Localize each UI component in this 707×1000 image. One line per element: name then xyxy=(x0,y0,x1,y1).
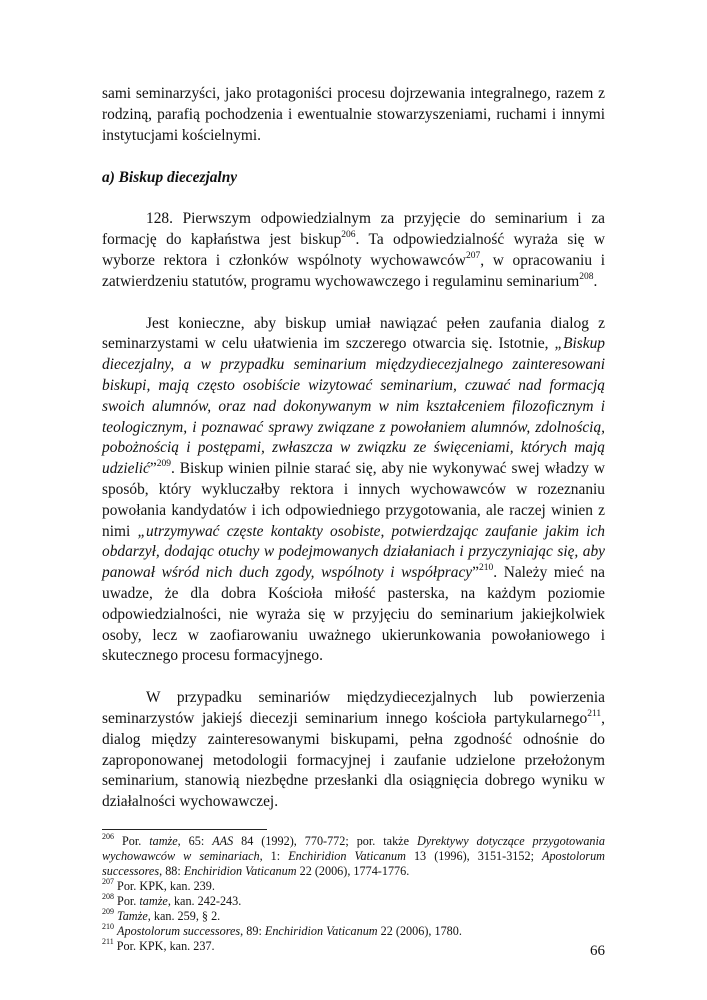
footnote-ref: 207 xyxy=(465,250,481,261)
footnote-ref: 209 xyxy=(156,459,171,470)
text-run: Enchiridion Vaticanum xyxy=(183,863,297,878)
quotation: „utrzymywać częste kontakty osobiste, potwierdzając zaufanie jakim ich obdarzył, dodając otuchy w podejmowanych działaniach i przyczyniając się, aby panował wśród nich duch zgody, wspólnoty i współpracy xyxy=(102,522,605,582)
text-run: , kan. 259, § 2. xyxy=(147,908,221,923)
footnote-number: 211 xyxy=(102,936,114,946)
footnote-209 xyxy=(102,906,605,924)
footnote-207 xyxy=(102,876,605,894)
footnote-number: 207 xyxy=(102,876,114,886)
footnote-number: 209 xyxy=(102,906,114,916)
text-run: tamże xyxy=(149,833,178,848)
text-run: tamże xyxy=(139,893,168,908)
paragraph-128 xyxy=(102,209,605,292)
text-run: Enchiridion Vaticanum xyxy=(288,848,406,863)
text-run: Tamże xyxy=(117,908,148,923)
text-run: , 1: xyxy=(259,848,289,863)
footnote-208 xyxy=(102,891,605,909)
paragraph-bishop-dialog xyxy=(102,314,605,668)
document-page xyxy=(102,84,605,954)
text-run: , kan. 242-243. xyxy=(167,893,242,908)
quotation: „Biskup diecezjalny, a w przypadku seminarium międzydiecezjalnego zainteresowani biskupi, mają często osobiście wizytować seminarium, czuwać nad formacją swoich alumnów, oraz nad dokonywanym w nim kształceniem filozoficznym i teologicznym, i poznawać sprawy związane z powołaniem alumnów, zdolnością, pobożnością i postępami, zwłaszcza w związku ze święceniami, których mają udzielić xyxy=(102,335,605,478)
text-run: . xyxy=(593,272,598,290)
text-run: W przypadku seminariów międzydiecezjalnych lub powierzenia seminarzystów jakiejś diecezji seminarium innego kościoła partykularnego xyxy=(102,689,605,727)
text-run: Por. KPK, kan. 237. xyxy=(113,938,215,953)
text-run: 22 (2006), 1774-1776. xyxy=(296,863,410,878)
text-run: Dyrektywy dotyczące przygotowania wychowawców w seminariach xyxy=(102,833,606,863)
text-run: AAS xyxy=(212,833,234,848)
text-run: , 89: xyxy=(240,923,265,938)
paragraph-interdiocesan xyxy=(102,688,605,813)
text-run: ” xyxy=(149,460,157,478)
text-run: Enchiridion Vaticanum xyxy=(264,923,378,938)
text-run: Apostolorum successores xyxy=(117,923,241,938)
footnote-number: 208 xyxy=(102,891,114,901)
footnote-210 xyxy=(102,921,605,939)
footnote-ref: 206 xyxy=(341,230,356,241)
text-run: 84 (1992), 770-772; por. także xyxy=(233,833,417,848)
footnote-ref: 211 xyxy=(587,708,602,719)
text-run: , w opracowaniu i zatwierdzeniu statutów, programu wychowawczego i regulaminu seminarium xyxy=(102,251,605,290)
text-run: . Ta odpowiedzialność wyraża się w wyborze rektora i członków wspólnoty wychowawców xyxy=(102,231,605,269)
section-heading: a) Biskup diecezjalny xyxy=(102,169,238,187)
footnote-ref: 208 xyxy=(579,271,594,282)
text-run: Jest konieczne, aby biskup umiał nawiązać pełen zaufania dialog z seminarzystami w celu ułatwienia im szczerego otwarcia się. Istotnie, xyxy=(102,314,605,353)
footnote-number: 210 xyxy=(102,921,114,931)
text-run: 13 (1996), 3151-3152; xyxy=(405,848,543,863)
footnote-ref: 210 xyxy=(478,563,494,574)
text-run: , 65: xyxy=(177,833,213,848)
footnote-number: 206 xyxy=(102,831,114,841)
text-run: . Należy mieć na uwadze, że dla dobra Kościoła miłość pasterska, na każdym poziomie odpowiedzialności, nie wyraża się w przyjęciu do seminarium jakiejkolwiek osoby, lecz w zaofiarowaniu uważnego ukierunkowania powołaniowego i skutecznego procesu formacyjnego. xyxy=(102,564,606,665)
text-run: , dialog między zainteresowanymi biskupami, pełna zgodność odnośnie do zaproponowanej metodologii formacyjnej i zaufanie udzielone przełożonym seminarium, stanowią niezbędne przesłanki dla osiągnięcia dobrego wyniku w działalności wychowawczej. xyxy=(102,709,605,811)
text-run: 128. Pierwszym odpowiedzialnym za przyjęcie do seminarium i za formację do kapłaństwa jest biskup xyxy=(102,210,605,249)
text-run: , 88: xyxy=(159,863,184,878)
text-run: Por. xyxy=(114,893,140,908)
text-run: Por. KPK, kan. 239. xyxy=(114,878,215,893)
text-run: . Biskup winien pilnie starać się, aby nie wykonywać swej władzy w sposób, który wykluczałby rektora i innych wychowawców w rozeznaniu powołania kandydatów i ich odpowiedniego przygotowania, ale raczej winien z nimi xyxy=(102,460,605,540)
footnote-206 xyxy=(102,831,606,879)
footnote-separator xyxy=(102,829,267,830)
text-run: Apostolorum successores xyxy=(102,848,605,878)
footnote-211 xyxy=(102,936,605,954)
text-run: Por. xyxy=(114,833,150,848)
intro-paragraph: sami seminarzyści, jako protagoniści procesu dojrzewania integralnego, razem z rodziną, parafią pochodzenia i ewentualnie stowarzyszeniami, ruchami i innymi instytucjami kościelnymi. xyxy=(102,85,605,144)
text-run: 22 (2006), 1780. xyxy=(377,923,462,938)
page-number: 66 xyxy=(590,943,605,959)
text-run: ” xyxy=(472,564,479,582)
